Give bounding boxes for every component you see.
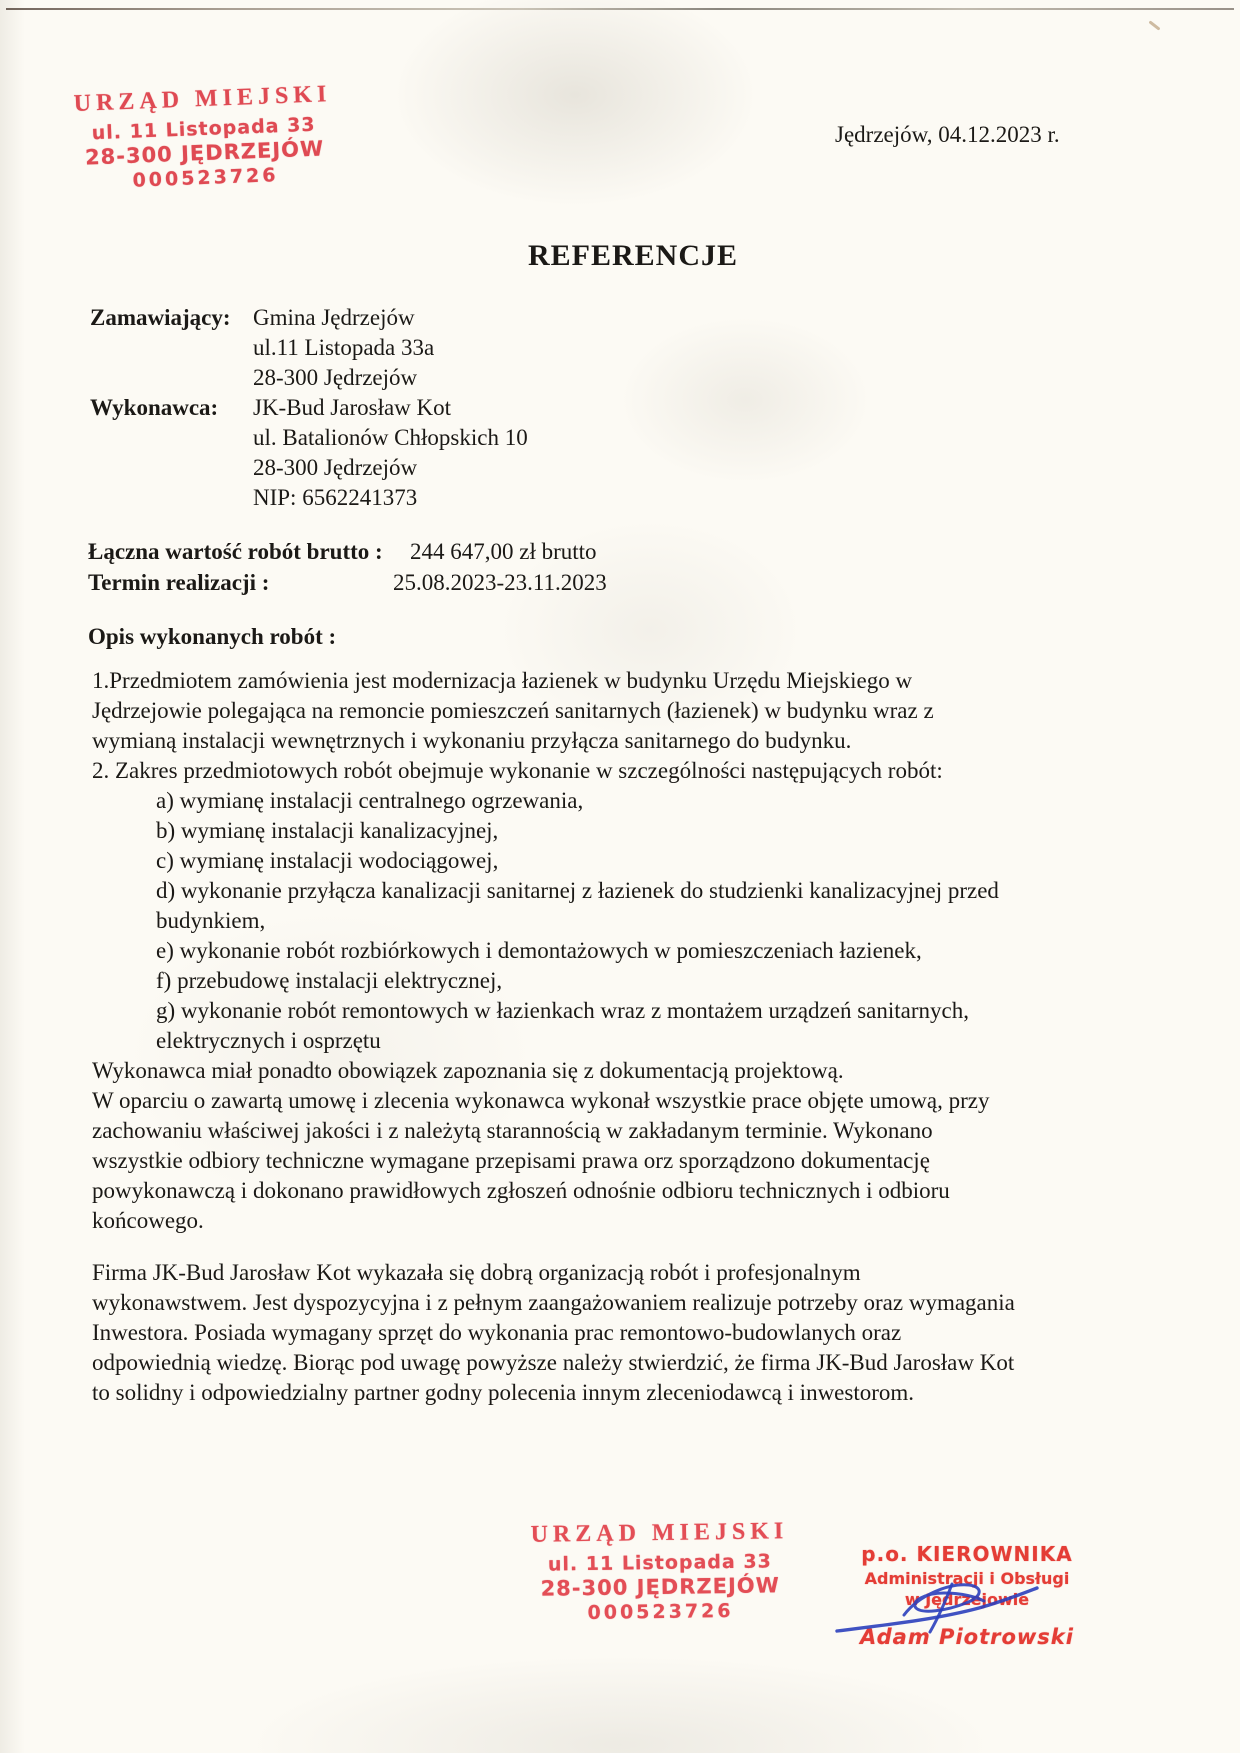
party-label: [90, 483, 253, 513]
works-list-item: e) wykonanie robót rozbiórkowych i demontażowych w pomieszczeniach łazienek,: [156, 938, 922, 963]
closing-paragraph: [92, 1258, 1167, 1408]
works-list-item: g) wykonanie robót remontowych w łazienkach wraz z montażem urządzeń sanitarnych,: [156, 998, 969, 1023]
works-list-item: elektrycznych i osprzętu: [156, 1028, 381, 1053]
party-label: [90, 363, 253, 393]
party-row: [90, 363, 528, 393]
office-stamp-bottom: [527, 1518, 792, 1625]
body-line: odpowiednią wiedzę. Biorąc pod uwagę powyższe należy stwierdzić, że firma JK-Bud Jarosław Kot: [92, 1350, 1015, 1375]
works-list-item: a) wymianę instalacji centralnego ogrzewania,: [156, 788, 584, 813]
body-line: Wykonawca miał ponadto obowiązek zapoznania się z dokumentacją projektową.: [92, 1058, 844, 1083]
party-row: [90, 453, 528, 483]
party-value: ul. Batalionów Chłopskich 10: [253, 425, 528, 450]
body-line: Jędrzejowie polegająca na remoncie pomieszczeń sanitarnych (łazienek) w budynku wraz z: [92, 698, 934, 723]
contract-value: 244 647,00 zł brutto: [410, 539, 597, 564]
signatory-name: Adam Piotrowski: [860, 1625, 1074, 1649]
body-line: to solidny i odpowiedzialny partner godny polecenia innym zleceniodawcą i inwestorom.: [92, 1380, 915, 1405]
works-list-item: c) wymianę instalacji wodociągowej,: [156, 848, 499, 873]
body-line: końcowego.: [92, 1208, 204, 1233]
body-line: W oparciu o zawartą umowę i zlecenia wykonawca wykonał wszystkie prace objęte umową, przy: [92, 1088, 990, 1113]
term-value: 25.08.2023-23.11.2023: [393, 570, 607, 595]
signatory-department: Administracji i Obsługi: [864, 1569, 1070, 1588]
party-value: 28-300 Jędrzejów: [253, 455, 418, 480]
scan-edge-line: [6, 8, 1234, 10]
description-body: [92, 666, 1167, 1236]
party-label: [90, 453, 253, 483]
works-list-item: d) wykonanie przyłącza kanalizacji sanitarnej z łazienek do studzienki kanalizacyjnej przed: [156, 878, 999, 903]
works-list-item: f) przebudowę instalacji elektrycznej,: [156, 968, 503, 993]
document-title: REFERENCJE: [527, 239, 739, 272]
party-row: [90, 423, 528, 453]
signatory-title: p.o. KIEROWNIKA: [861, 1542, 1073, 1566]
body-line: Inwestora. Posiada wymagany sprzęt do wykonania prac remontowo-budowlanych oraz: [92, 1320, 902, 1345]
party-value: 28-300 Jędrzejów: [253, 365, 418, 390]
party-value: NIP: 6562241373: [253, 485, 418, 510]
party-value: ul.11 Listopada 33a: [253, 335, 435, 360]
description-heading: Opis wykonanych robót :: [88, 624, 337, 649]
place-and-date: Jędrzejów, 04.12.2023 r.: [835, 122, 1060, 147]
body-line: powykonawczą i dokonano prawidłowych zgłoszeń odnośnie odbioru technicznych i odbioru: [92, 1178, 950, 1203]
stamp-street: ul. 11 Listopada 33: [547, 1550, 772, 1576]
stamp-regon-number: 000523726: [132, 164, 279, 192]
contract-value-row: [88, 536, 848, 567]
works-list-item: b) wymianę instalacji kanalizacyjnej,: [156, 818, 499, 843]
scan-artifact: [1148, 20, 1160, 30]
stamp-city: 28-300 JĘDRZEJÓW: [540, 1573, 780, 1601]
body-line: 2. Zakres przedmiotowych robót obejmuje wykonanie w szczególności następujących robót:: [92, 758, 943, 783]
body-line: 1.Przedmiotem zamówienia jest modernizacja łazienek w budynku Urzędu Miejskiego w: [92, 668, 913, 693]
office-stamp-top: [68, 81, 340, 194]
parties-section: [90, 303, 528, 513]
stamp-office-name: URZĄD MIEJSKI: [530, 1518, 789, 1548]
party-row: [90, 333, 528, 363]
body-line: zachowaniu właściwej jakości i z należytą starannością w zakładanym terminie. Wykonano: [92, 1118, 933, 1143]
party-row: [90, 393, 528, 423]
party-label: Zamawiający:: [90, 305, 231, 330]
contract-summary: [88, 536, 848, 598]
party-label: [90, 423, 253, 453]
party-value: JK-Bud Jarosław Kot: [253, 395, 452, 420]
body-line: wymianą instalacji wewnętrznych i wykonaniu przyłącza sanitarnego do budynku.: [92, 728, 852, 753]
stamp-office-name: URZĄD MIEJSKI: [73, 81, 332, 117]
party-row: [90, 483, 528, 513]
stamp-city: 28-300 JĘDRZEJÓW: [84, 136, 325, 170]
party-row: [90, 303, 528, 333]
body-line: Firma JK-Bud Jarosław Kot wykazała się dobrą organizacją robót i profesjonalnym: [92, 1260, 861, 1285]
party-label: [90, 333, 253, 363]
body-line: wykonawstwem. Jest dyspozycyjna i z pełnym zaangażowaniem realizuje potrzeby oraz wymagania: [92, 1290, 1015, 1315]
party-label: Wykonawca:: [90, 395, 219, 420]
term-label: Termin realizacji :: [88, 570, 270, 595]
stamp-street: ul. 11 Listopada 33: [91, 113, 316, 145]
works-list-item: budynkiem,: [156, 908, 266, 933]
body-line: wszystkie odbiory techniczne wymagane przepisami prawa orz sporządzono dokumentację: [92, 1148, 930, 1173]
handwritten-signature-ink: [834, 1577, 1040, 1639]
party-value: Gmina Jędrzejów: [253, 305, 415, 330]
term-row: [88, 567, 848, 598]
signatory-location: w Jędrzejowie: [904, 1590, 1030, 1609]
contract-value-label: Łączna wartość robót brutto :: [88, 539, 383, 564]
stamp-regon-number: 000523726: [587, 1599, 734, 1625]
